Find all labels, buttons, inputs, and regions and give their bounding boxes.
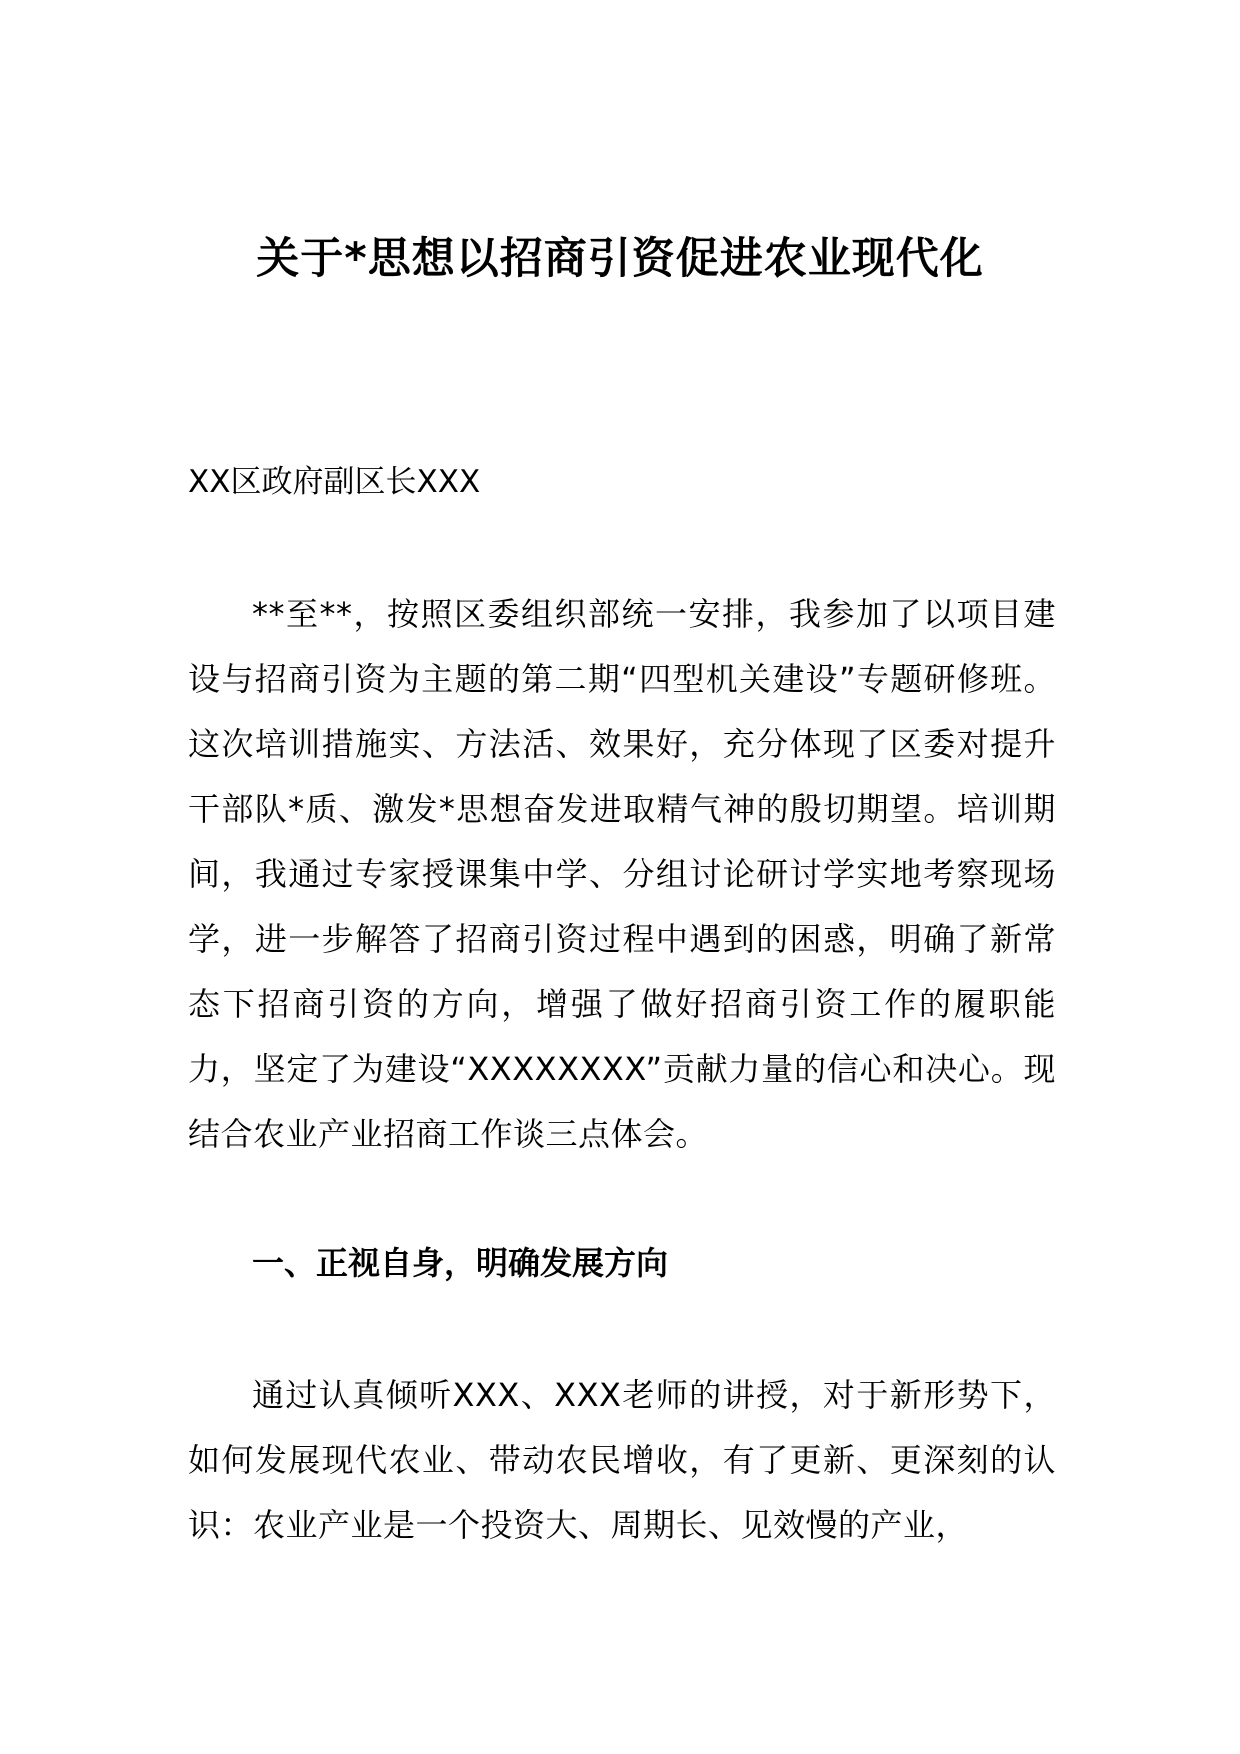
document-title: 关于*思想以招商引资促进农业现代化 — [256, 233, 984, 284]
body-paragraph-1: **至**，按照区委组织部统一安排，我参加了以项目建设与招商引资为主题的第二期“四型机关建设”专题研修班。这次培训措施实、方法活、效果好，充分体现了区委对提升干部队*质、激发*思想奋发进取精气神的殷切期望。培训期间，我通过专家授课集中学、分组讨论研讨学实地考察现场学，进一步解答了招商引资过程中遇到的困惑，明确了新常态下招商引资的方向，增强了做好招商引资工作的履职能力，坚定了为建设“XXXXXXXX”贡献力量的信心和决心。现结合农业产业招商工作谈三点体会。 — [188, 595, 1056, 1153]
section-heading-1: 一、正视自身，明确发展方向 — [252, 1244, 669, 1282]
body-paragraph-2: 通过认真倾听XXX、XXX老师的讲授，对于新形势下，如何发展现代农业、带动农民增收，有了更新、更深刻的认识：农业产业是一个投资大、周期长、见效慢的产业， — [188, 1376, 1056, 1544]
author-line: XX区政府副区长XXX — [188, 464, 481, 500]
